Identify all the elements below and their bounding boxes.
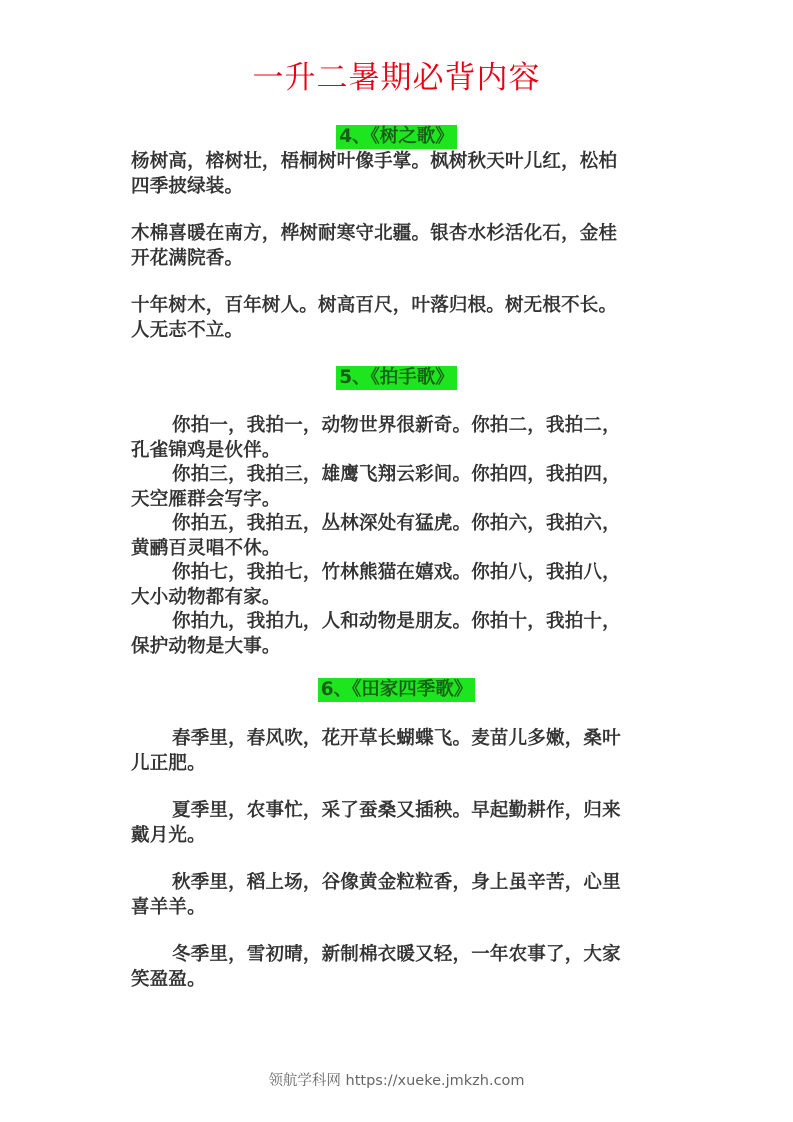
poem-line: 笑盈盈。 — [131, 969, 206, 990]
poem-line: 人无志不立。 — [131, 320, 244, 341]
poem-line: 大小动物都有家。 — [131, 587, 281, 608]
poem-line: 儿正肥。 — [131, 753, 206, 774]
section-5 — [0, 366, 793, 390]
footer-watermark: 领航学科网 https://xueke.jmkzh.com — [268, 1073, 525, 1089]
poem-line: 你拍九，我拍九，人和动物是朋友。你拍十，我拍十， — [172, 611, 621, 632]
poem-line: 你拍五，我拍五，丛林深处有猛虎。你拍六，我拍六， — [172, 513, 621, 534]
poem-line: 开花满院香。 — [131, 248, 244, 269]
poem-line: 喜羊羊。 — [131, 897, 206, 918]
poem-line: 冬季里，雪初晴，新制棉衣暖又轻，一年农事了，大家 — [172, 944, 621, 965]
poem-line: 孔雀锦鸡是伙伴。 — [131, 440, 281, 461]
poem-line: 你拍三，我拍三，雄鹰飞翔云彩间。你拍四，我拍四， — [172, 464, 621, 485]
poem-line: 你拍一，我拍一，动物世界很新奇。你拍二，我拍二， — [172, 415, 621, 436]
poem-line: 戴月光。 — [131, 825, 206, 846]
poem-line: 秋季里，稻上场，谷像黄金粒粒香，身上虽辛苦，心里 — [172, 872, 621, 893]
poem-line: 杨树高，榕树壮，梧桐树叶像手掌。枫树秋天叶儿红，松柏 — [131, 151, 618, 172]
page-title: 一升二暑期必背内容 — [252, 60, 541, 96]
poem-line: 夏季里，农事忙，采了蚕桑又插秧。早起勤耕作，归来 — [172, 800, 621, 821]
poem-line: 木棉喜暖在南方，桦树耐寒守北疆。银杏水杉活化石，金桂 — [131, 223, 618, 244]
poem-line: 四季披绿装。 — [131, 176, 244, 197]
poem-line: 黄鹂百灵唱不休。 — [131, 538, 281, 559]
section-heading: 6、《田家四季歌》 — [318, 678, 476, 702]
poem-line: 十年树木，百年树人。树高百尺，叶落归根。树无根不长。 — [131, 295, 618, 316]
poem-line: 保护动物是大事。 — [131, 636, 281, 657]
poem-line: 你拍七，我拍七，竹林熊猫在嬉戏。你拍八，我拍八， — [172, 562, 621, 583]
section-heading: 4、《树之歌》 — [336, 125, 457, 149]
poem-line: 春季里，春风吹，花开草长蝴蝶飞。麦苗儿多嫩，桑叶 — [172, 728, 621, 749]
section-6 — [0, 678, 793, 702]
poem-line: 天空雁群会写字。 — [131, 489, 281, 510]
section-heading: 5、《拍手歌》 — [336, 366, 457, 390]
section-4 — [0, 125, 793, 149]
